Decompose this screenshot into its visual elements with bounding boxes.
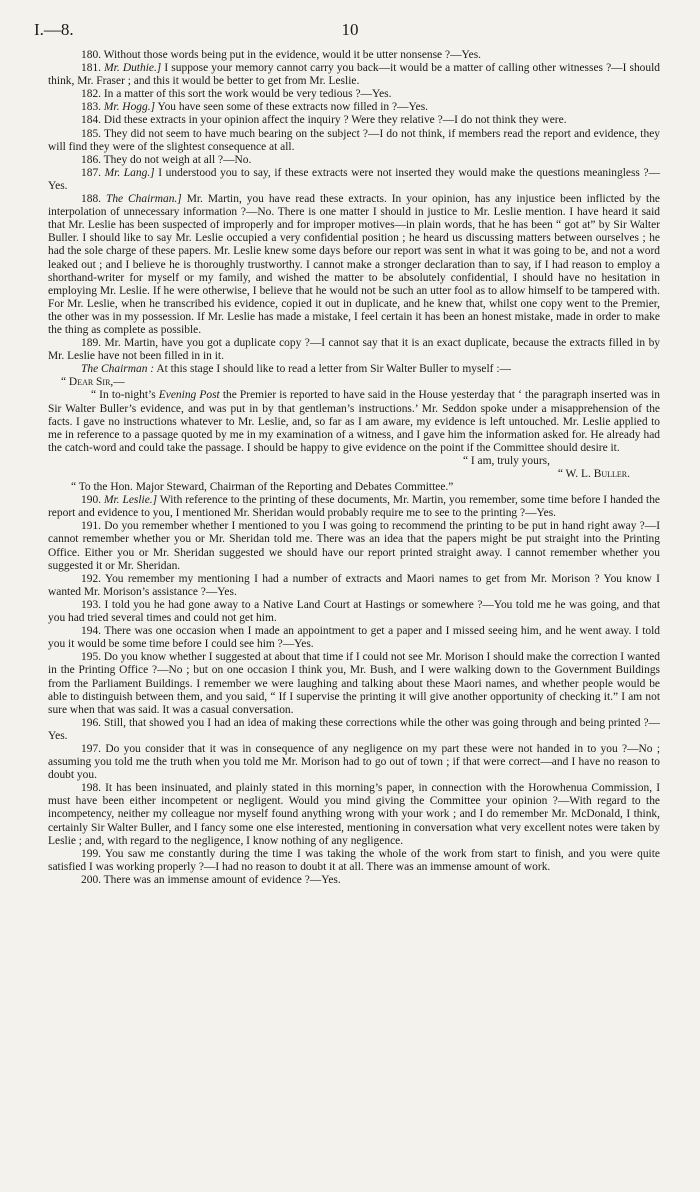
question-number: 183.	[81, 101, 102, 114]
letter-body-rest: the Premier is reported to have said in the House yesterday that ‘ the paragraph inserted was in Sir Walter Buller’s evidence, and was put in by that gentleman’s instructions.’ Mr. Seddon spoke under a misapprehension of the facts. I gave no instructions whatever to Mr. Leslie, and, so far as I am aware, my evidence is left untouched. Mr. Leslie applied to me in reference to a passage quoted by me in my examination of a witness, and I gave him the information asked for. He already had the catch-word and could take the passage. I should be happy to give evidence on the point if the Committee should desire it.	[48, 389, 661, 454]
letter-body-start: “ In to-night’s	[91, 389, 156, 402]
question-number: 191.	[81, 520, 102, 533]
question-text: There was one occasion when I made an appointment to get a paper and I missed seeing him, and he went away. I told you it would be some time before I could see him ?—Yes.	[48, 625, 661, 651]
question-paragraph	[48, 49, 660, 62]
question-text: Mr. Martin, you have read these extracts. In your opinion, has any injustice been inflicted by the interpolation of unnecessary information ?—No. There is one matter I should in justice to Mr. Leslie mention. I have heard it said that Mr. Leslie has been suspected of improperly and for improper motives—in plain words, that he has been “ got at” by Sir Walter Buller. I should like to say Mr. Leslie occupied a very confidential position ; he heard us discussing matters between ourselves ; he had the sole charge of these papers. Mr. Leslie knew some days before our report was sent in what it was going to be, and not a word leaked out ; and I believe he is thoroughly trustworthy. I cannot make a stronger declaration than to say, if I had reason to employ a shorthand-writer for myself or my family, and wished the matter to be absolutely confidential, I should have no hesitation in employing Mr. Leslie. If he were otherwise, I believe that he would not be such an utter fool as to allow himself to be tampered with. For Mr. Leslie, when he transcribed his evidence, copied it out in duplicate, and he knew that, whilst one copy went to the Premier, the other was in my possession. If Mr. Leslie has made a mistake, I feel certain it has been an honest mistake, made in order to make the thing as complete as possible.	[48, 193, 661, 336]
question-text: You remember my mentioning I had a number of extracts and Maori names to get from Mr. Morison ? You know I wanted Mr. Morison’s assistance ?—Yes.	[48, 572, 660, 598]
question-paragraph	[48, 193, 660, 337]
question-text: You saw me constantly during the time I was taking the whole of the work from start to finish, and you were quite satisfied I was working properly ?—I had no reason to doubt it at all. There was an immense amount of work.	[48, 847, 660, 873]
question-text: It has been insinuated, and plainly stated in this morning’s paper, in connection with the Horowhenua Commission, I must have been either incompetent or negligent. Would you mind giving the Committee your opinion ?—With regard to the incompetency, neither my colleague nor myself found anything wrong with your work ; and I do remember Mr. McDonald, I think, certainly Sir Walter Buller, and I fancy some one else interested, mentioning in conversation what very excellent notes were taken by Leslie ; and, with regard to the negligence, I know nothing of any negligence.	[48, 782, 660, 847]
question-paragraph	[48, 62, 660, 88]
question-number: 198.	[81, 782, 102, 795]
question-paragraph	[48, 101, 660, 114]
question-paragraph	[48, 88, 660, 101]
question-number: 186.	[81, 153, 102, 166]
question-number: 195.	[81, 651, 102, 664]
question-number: 181.	[81, 62, 102, 75]
question-number: 200.	[81, 873, 102, 886]
chairman-text: At this stage I should like to read a letter from Sir Walter Buller to myself :—	[156, 363, 511, 376]
question-number: 197.	[81, 742, 102, 755]
question-text: Do you know whether I suggested at about that time if I could not see Mr. Morison I should make the correction I wanted in the Printing Office ?—No ; but on one occasion I think you, Mr. Bush, and I were walking down to the Government Buildings from the Parliament Buildings. I remember we were laughing and talking about these Maori names, and whether people would be able to distinguish between them, and you said, “ If I supervise the printing it will give another opportunity of checking it.” I am not sure when that was said. It was a casual conversation.	[48, 651, 661, 716]
question-text: Mr. Martin, have you got a duplicate copy ?—I cannot say that it is an exact duplicate, because the extracts filled in by Mr. Leslie have not been filled in in it.	[48, 337, 661, 363]
letter-address: “ To the Hon. Major Steward, Chairman of the Reporting and Debates Committee.”	[71, 481, 454, 494]
question-number: 192.	[81, 572, 102, 585]
question-text: I suppose your memory cannot carry you back—it would be a matter of calling other witnesses ?—I should think, Mr. Fraser ; and this it would be better to get from Mr. Leslie.	[48, 62, 661, 88]
questions-180-189	[48, 49, 660, 363]
question-paragraph	[48, 848, 660, 874]
question-text: Without those words being put in the evidence, would it be utter nonsense ?—Yes.	[103, 49, 482, 61]
page-number: 10	[341, 20, 359, 39]
question-paragraph	[48, 494, 660, 520]
question-text: With reference to the printing of these documents, Mr. Martin, you remember, some time before I handed the report and evidence to you, I mentioned Mr. Sheridan would probably require me to see to the printing ?—Yes.	[48, 494, 661, 520]
speaker-name: Mr. Leslie.]	[103, 494, 158, 507]
question-number: 185.	[81, 127, 102, 140]
letter-closing: “ I am, truly yours,	[462, 454, 550, 467]
question-text: They did not seem to have much bearing on the subject ?—I do not think, if members read the report and evidence, they will find they were of the slightest consequence at all.	[48, 127, 660, 153]
question-number: 199.	[81, 847, 102, 860]
chairman-statement	[48, 363, 660, 376]
question-paragraph	[48, 337, 660, 363]
question-text: There was an immense amount of evidence ?—Yes.	[103, 873, 341, 886]
letter-salutation: “ Dear Sir,—	[61, 376, 125, 389]
question-text: Did these extracts in your opinion affect the inquiry ? Were they relative ?—I do not think they were.	[103, 114, 567, 127]
question-paragraph	[48, 782, 660, 847]
question-text: In a matter of this sort the work would be very tedious ?—Yes.	[103, 88, 392, 101]
question-paragraph	[48, 874, 660, 887]
question-paragraph	[48, 128, 660, 154]
question-text: Still, that showed you I had an idea of making these corrections while the other was going through and being printed ?—Yes.	[48, 716, 660, 742]
question-text: I understood you to say, if these extracts were not inserted they would make the questions meaningless ?—Yes.	[48, 166, 661, 192]
question-paragraph	[48, 625, 660, 651]
question-paragraph	[48, 717, 660, 743]
question-number: 187.	[81, 166, 102, 179]
question-text: They do not weigh at all ?—No.	[103, 153, 252, 166]
question-paragraph	[48, 743, 660, 782]
questions-190-200	[48, 494, 660, 887]
document-reference: I.—8.	[34, 20, 74, 39]
chairman-speaker: The Chairman :	[81, 363, 155, 376]
question-paragraph	[48, 520, 660, 572]
question-paragraph	[48, 599, 660, 625]
question-number: 196.	[81, 716, 102, 729]
question-number: 180.	[81, 49, 102, 61]
speaker-name: Mr. Lang.]	[104, 166, 155, 179]
newspaper-name: Evening Post	[158, 389, 220, 402]
question-number: 189.	[81, 337, 102, 350]
question-text: I told you he had gone away to a Native Land Court at Hastings or somewhere ?—You told me he was going, and that you had tried several times and could not get him.	[48, 598, 660, 625]
speaker-name: Mr. Hogg.]	[103, 101, 156, 114]
question-paragraph	[48, 573, 660, 599]
question-text: Do you remember whether I mentioned to you I was going to recommend the printing to be put in hand right away ?—I cannot remember whether you or Mr. Sheridan told me. There was an idea that the papers might be put straight into the Printing Office. Either you or Mr. Sheridan suggested we should have our report printed straight away. I cannot remember whether you suggested it or Mr. Sheridan.	[48, 520, 661, 572]
question-paragraph	[48, 167, 660, 193]
letter	[48, 376, 660, 494]
page-body	[48, 49, 660, 887]
question-number: 184.	[81, 114, 102, 127]
question-paragraph	[48, 154, 660, 167]
question-number: 188.	[81, 193, 102, 206]
question-paragraph	[48, 651, 660, 716]
letter-signature: “ W. L. Buller.	[557, 468, 630, 480]
speaker-name: The Chairman.]	[105, 193, 182, 206]
question-paragraph	[48, 114, 660, 127]
letter-body	[48, 389, 660, 454]
page-header	[34, 20, 666, 44]
question-number: 182.	[81, 88, 102, 101]
question-number: 190.	[81, 494, 102, 507]
speaker-name: Mr. Duthie.]	[104, 62, 162, 75]
question-text: You have seen some of these extracts now filled in ?—Yes.	[157, 101, 429, 114]
question-number: 194.	[81, 625, 102, 638]
question-text: Do you consider that it was in consequence of any negligence on my part these were not handed in to you ?—No ; assuming you told me the truth when you told me Mr. Morison had to go out of town ; if that were correct—and I have no reason to doubt you.	[48, 742, 660, 782]
question-number: 193.	[81, 598, 102, 611]
